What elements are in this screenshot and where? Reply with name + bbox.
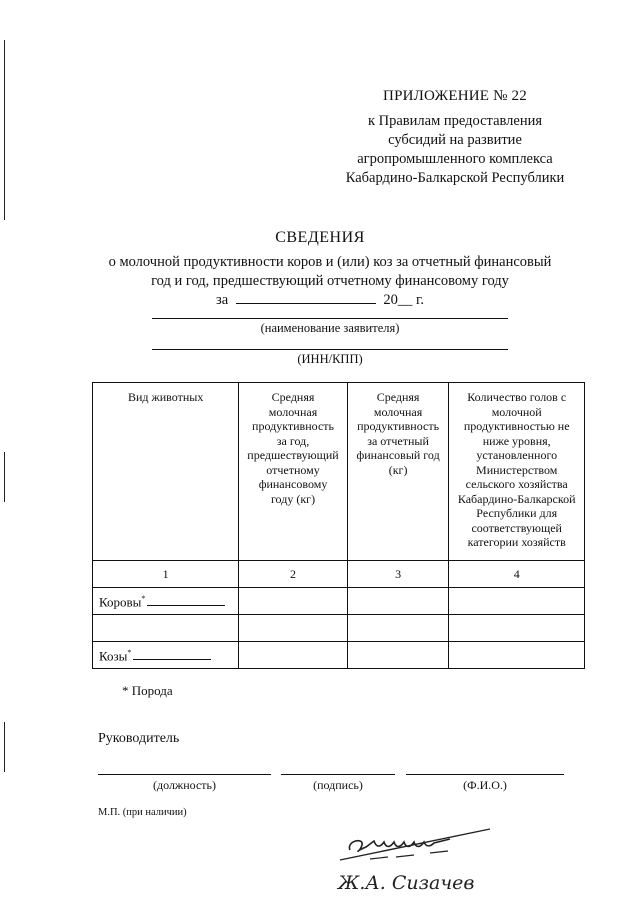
productivity-table bbox=[92, 382, 585, 669]
table-cell[interactable] bbox=[347, 615, 449, 642]
table-header-cell: Количество голов с молочной продуктивностью не ниже уровня, установленного Министерством сельского хозяйства Кабардино-Балкарской Республики для соответствующей категории хозяйств bbox=[449, 383, 585, 561]
column-number: 2 bbox=[239, 561, 347, 588]
inn-line[interactable] bbox=[152, 349, 508, 350]
table-cell[interactable] bbox=[239, 615, 347, 642]
handwritten-name: Ж.А. Сизачев bbox=[338, 872, 475, 894]
table-row bbox=[93, 615, 585, 642]
period-year: 20__ г. bbox=[383, 292, 424, 308]
table-cell[interactable] bbox=[239, 642, 347, 669]
position-caption: (должность) bbox=[153, 778, 216, 792]
table-cell[interactable] bbox=[449, 615, 585, 642]
applicant-caption: (наименование заявителя) bbox=[260, 321, 400, 335]
footnote: * Порода bbox=[122, 683, 173, 698]
appendix-line: Кабардино-Балкарской Республики bbox=[345, 170, 565, 186]
table-cell[interactable] bbox=[347, 642, 449, 669]
appendix-line: субсидий на развитие bbox=[388, 132, 522, 148]
sign-caption: (подпись) bbox=[313, 778, 363, 792]
appendix-title: ПРИЛОЖЕНИЕ № 22 bbox=[383, 88, 527, 104]
document-subtitle bbox=[70, 253, 590, 291]
handwritten-signature bbox=[330, 815, 530, 900]
table-cell[interactable] bbox=[239, 588, 347, 615]
table-header-cell: Средняя молочная продуктивность за год, предшествующий отчетному финансовому году (кг) bbox=[239, 383, 347, 561]
table-header-row bbox=[93, 383, 585, 561]
table-cell[interactable] bbox=[347, 588, 449, 615]
column-number: 4 bbox=[449, 561, 585, 588]
sign-line[interactable] bbox=[281, 774, 395, 775]
row-label-empty bbox=[93, 615, 239, 642]
head-label: Руководитель bbox=[98, 731, 180, 746]
period-line bbox=[0, 291, 640, 309]
table-header-cell: Вид животных bbox=[93, 383, 239, 561]
period-blank[interactable] bbox=[236, 303, 376, 304]
row-label-cows: Коровы* bbox=[93, 588, 239, 615]
document-title: СВЕДЕНИЯ bbox=[275, 229, 365, 246]
stamp-note: М.П. (при наличии) bbox=[98, 807, 187, 818]
position-line[interactable] bbox=[98, 774, 271, 775]
scan-edge-line bbox=[4, 40, 5, 220]
applicant-name-line[interactable] bbox=[152, 318, 508, 319]
scan-edge-line bbox=[4, 722, 5, 772]
inn-caption: (ИНН/КПП) bbox=[297, 352, 363, 366]
period-prefix: за bbox=[216, 292, 229, 308]
scan-edge-line bbox=[4, 452, 5, 502]
name-line[interactable] bbox=[406, 774, 564, 775]
appendix-header bbox=[300, 86, 610, 188]
table-number-row bbox=[93, 561, 585, 588]
row-label-goats: Козы* bbox=[93, 642, 239, 669]
table-header-cell: Средняя молочная продуктивность за отчетный финансовый год (кг) bbox=[347, 383, 449, 561]
table-cell[interactable] bbox=[449, 642, 585, 669]
table-cell[interactable] bbox=[449, 588, 585, 615]
table-row bbox=[93, 642, 585, 669]
appendix-line: к Правилам предоставления bbox=[367, 113, 543, 129]
appendix-line: агропромышленного комплекса bbox=[357, 151, 553, 167]
column-number: 3 bbox=[347, 561, 449, 588]
subtitle-line: год и год, предшествующий отчетному финансовому году bbox=[151, 273, 509, 289]
column-number: 1 bbox=[93, 561, 239, 588]
subtitle-line: о молочной продуктивности коров и (или) коз за отчетный финансовый bbox=[108, 254, 552, 270]
name-caption: (Ф.И.О.) bbox=[463, 778, 507, 792]
table-row bbox=[93, 588, 585, 615]
